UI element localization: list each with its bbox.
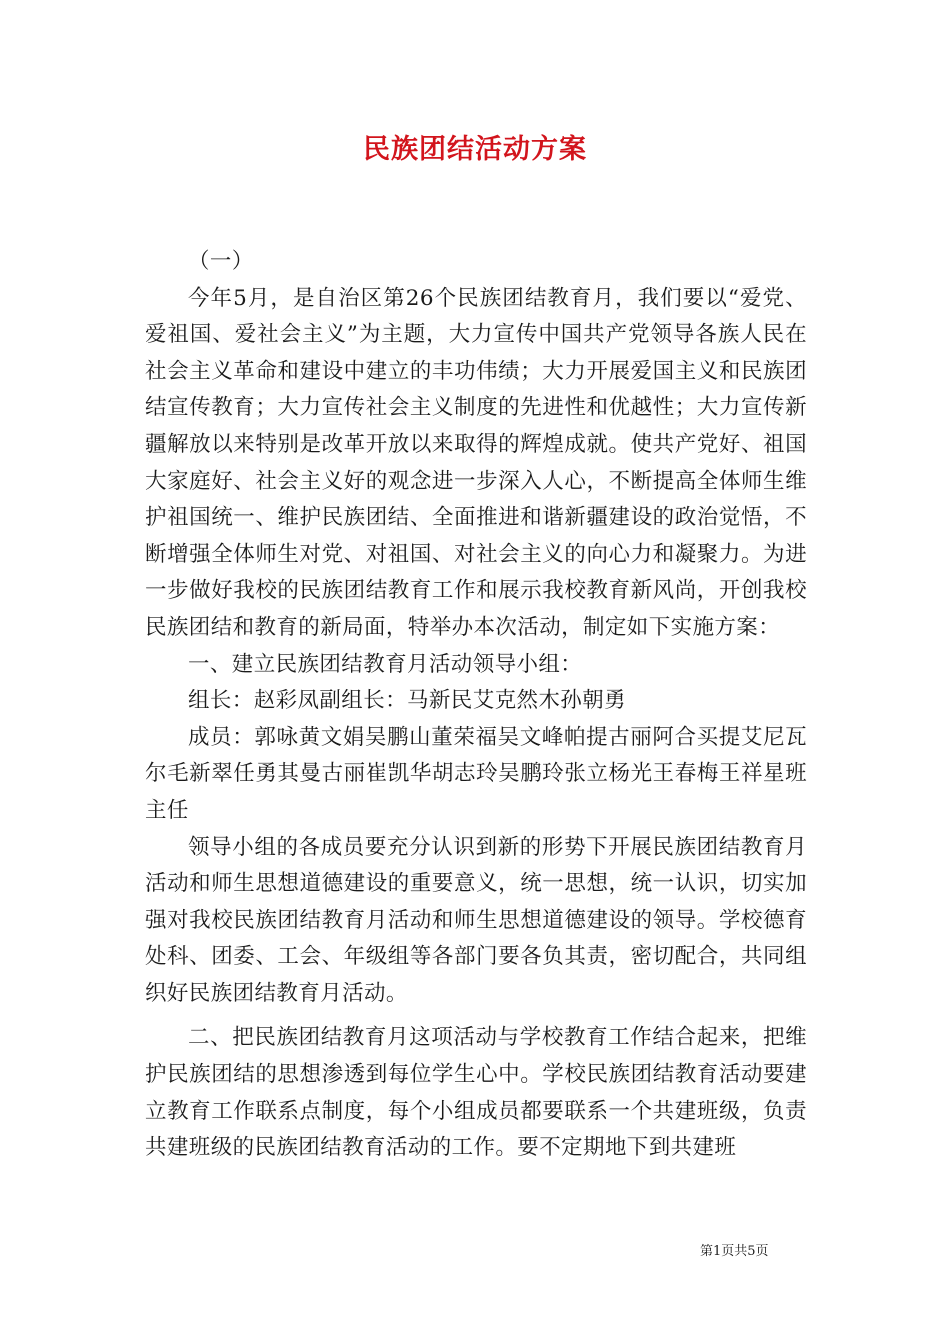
paragraph-leaders: 组长：赵彩凤副组长：马新民艾克然木孙朝勇 [188, 688, 627, 714]
paragraph-heading-one: 一、建立民族团结教育月活动领导小组： [188, 651, 583, 677]
document-body [145, 244, 807, 1167]
paragraph-leadership-duty: 领导小组的各成员要充分认识到新的形势下开展民族团结教育月活动和师生思想道德建设的重要意义，统一思想，统一认识，切实加强对我校民族团结教育月活动和师生思想道德建设的领导。学校德育处科、团委、工会、年级组等各部门要各负其责，密切配合，共同组织好民族团结教育月活动。 [145, 834, 807, 1006]
paragraph-heading-two: 二、把民族团结教育月这项活动与学校教育工作结合起来，把维护民族团结的思想渗透到每位学生心中。学校民族团结教育活动要建立教育工作联系点制度，每个小组成员都要联系一个共建班级，负责共建班级的民族团结教育活动的工作。要不定期地下到共建班 [145, 1025, 807, 1161]
page-number: 第1页共5页 [700, 1244, 769, 1259]
paragraph-members: 成员：郭咏黄文娟吴鹏山董荣福吴文峰帕提古丽阿合买提艾尼瓦尔毛新翠任勇其曼古丽崔凯华胡志玲吴鹏玲张立杨光王春梅王祥星班主任 [145, 724, 807, 823]
document-title: 民族团结活动方案 [363, 134, 587, 165]
section-marker: （一） [188, 249, 254, 274]
paragraph-intro: 今年5月，是自治区第26个民族团结教育月，我们要以“爱党、爱祖国、爱社会主义”为主题，大力宣传中国共产党领导各族人民在社会主义革命和建设中建立的丰功伟绩；大力开展爱国主义和民族团结宣传教育；大力宣传社会主义制度的先进性和优越性；大力宣传新疆解放以来特别是改革开放以来取得的辉煌成就。使共产党好、祖国大家庭好、社会主义好的观念进一步深入人心，不断提高全体师生维护祖国统一、维护民族团结、全面推进和谐新疆建设的政治觉悟，不断增强全体师生对党、对祖国、对社会主义的向心力和凝聚力。为进一步做好我校的民族团结教育工作和展示我校教育新风尚，开创我校民族团结和教育的新局面，特举办本次活动，制定如下实施方案： [145, 285, 807, 640]
